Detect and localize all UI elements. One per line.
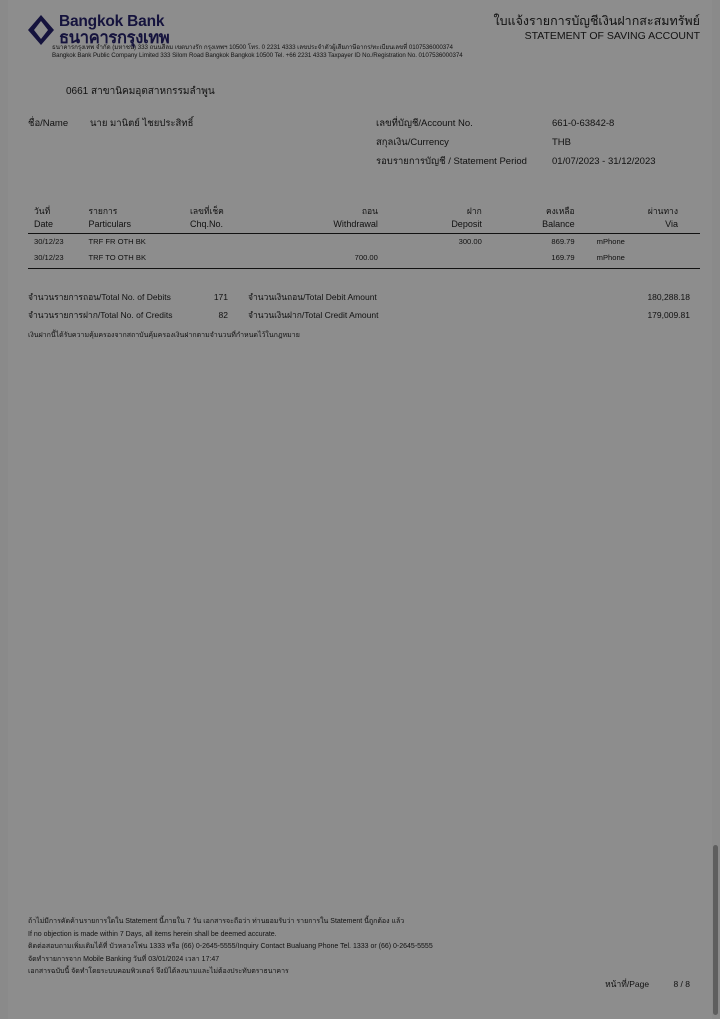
footer-line-2: If no objection is made within 7 Days, all items herein shall be deemed accurate. (28, 930, 277, 938)
cell-chq (190, 250, 276, 266)
footer-line-3: ติดต่อสอบถามเพิ่มเติมได้ที่ บัวหลวงโฟน 1333 หรือ (66) 0-2645-5555/Inquiry Contact Bualuang Phone Tel. 1333 or (66) 0-2645-5555 (28, 943, 433, 950)
cell-particulars: TRF FR OTH BK (88, 237, 146, 246)
deposit-protection-note: เงินฝากนี้ได้รับความคุ้มครองจากสถาบันคุ้มครองเงินฝากตามจำนวนที่กำหนดไว้ในกฎหมาย (28, 332, 300, 339)
bank-logo-block (28, 14, 169, 47)
legal-line-en: Bangkok Bank Public Company Limited 333 Silom Road Bangkok Bangkok 10500 Tel. +66 2231 4333 Taxpayer ID No./Registration No. 0107536000374 (52, 52, 463, 59)
account-info-right (376, 114, 706, 171)
total-debit-amount-label: จำนวนเงินถอน/Total Debit Amount (248, 292, 377, 302)
footer-line-5: เอกสารฉบับนี้ จัดทำโดยระบบคอมพิวเตอร์ จึงมิได้ลงนามและไม่ต้องประทับตราธนาคาร (28, 968, 289, 975)
col-header-chq-en: Chq.No. (189, 219, 223, 229)
account-name-value: นาย มานิตย์ ไชยประสิทธิ์ (90, 118, 194, 129)
totals-row-debits (28, 288, 700, 306)
cell-balance: 869.79 (551, 237, 575, 246)
account-name-row (28, 114, 368, 133)
account-number-row (376, 114, 706, 133)
legal-line-th: ธนาคารกรุงเทพ จำกัด (มหาชน) 333 ถนนสีลม เขตบางรัก กรุงเทพฯ 10500 โทร. 0 2231 4333 เลขประจำตัวผู้เสียภาษีอากร/ทะเบียนเลขที่ 0107536000374 (52, 44, 453, 51)
col-header-chq-th: เลขที่เช็ค (189, 206, 224, 216)
col-header-withdrawal-en: Withdrawal (333, 219, 378, 229)
statement-period-label: รอบรายการบัญชี / Statement Period (376, 156, 527, 167)
total-credits-value: 82 (218, 310, 228, 320)
vertical-scrollbar[interactable] (713, 845, 718, 1015)
col-header-deposit-th: ฝาก (466, 206, 482, 216)
legal-address-block (52, 44, 702, 60)
bank-name-th: ธนาคารกรุงเทพ (59, 29, 170, 47)
cell-balance: 169.79 (551, 253, 575, 262)
account-number-value: 661-0-63842-8 (552, 118, 615, 129)
table-row (28, 234, 700, 250)
bangkok-bank-logo-icon (28, 15, 54, 45)
page-number-label: หน้าที่/Page (605, 979, 650, 989)
table-body (28, 234, 700, 269)
account-number-label: เลขที่บัญชี/Account No. (376, 118, 473, 129)
totals-section (28, 288, 700, 324)
bank-name-en: Bangkok Bank (59, 13, 165, 30)
page-number-value: 8 / 8 (673, 979, 690, 989)
col-header-balance-th: คงเหลือ (545, 206, 575, 216)
document-footer (28, 916, 700, 979)
col-header-date-en: Date (34, 219, 54, 229)
col-header-via-th: ผ่านทาง (647, 206, 678, 216)
cell-date: 30/12/23 (34, 237, 64, 246)
statement-period-value: 01/07/2023 - 31/12/2023 (552, 156, 656, 167)
totals-row-credits (28, 306, 700, 324)
total-debits-label: จำนวนรายการถอน/Total No. of Debits (28, 292, 171, 302)
table-header-row-en (28, 218, 700, 231)
table-header-row-th (28, 205, 700, 218)
document-title-th: ใบแจ้งรายการบัญชีเงินฝากสะสมทรัพย์ (493, 14, 700, 28)
cell-withdrawal (276, 234, 387, 250)
account-info-left (28, 114, 368, 133)
col-header-date-th: วันที่ (34, 206, 51, 216)
table-bottom-rule (28, 268, 700, 269)
statement-period-row (376, 152, 706, 171)
currency-row (376, 133, 706, 152)
cell-deposit (388, 250, 494, 266)
cell-date: 30/12/23 (34, 253, 64, 262)
total-credit-amount-value: 179,009.81 (647, 310, 690, 320)
total-debits-value: 171 (213, 292, 228, 302)
col-header-deposit-en: Deposit (451, 219, 482, 229)
total-credit-amount-label: จำนวนเงินฝาก/Total Credit Amount (248, 310, 379, 320)
table-row (28, 250, 700, 266)
footer-line-4: จัดทำรายการจาก Mobile Banking วันที่ 03/01/2024 เวลา 17:47 (28, 955, 220, 963)
currency-label: สกุลเงิน/Currency (376, 137, 449, 148)
page-number (605, 977, 690, 991)
table-header (28, 205, 700, 234)
footer-line-1: ถ้าไม่มีการคัดค้านรายการใดใน Statement นี้ภายใน 7 วัน เอกสารจะถือว่า ท่านยอมรับว่า รายการใน Statement นี้ถูกต้อง แล้ว (28, 918, 405, 925)
cell-withdrawal: 700.00 (354, 253, 378, 262)
document-title-block (493, 14, 700, 43)
col-header-via-en: Via (665, 219, 678, 229)
cell-via: mPhone (596, 253, 625, 262)
total-credits-label: จำนวนรายการฝาก/Total No. of Credits (28, 310, 173, 320)
transactions-table (28, 205, 700, 269)
col-header-particulars-th: รายการ (88, 206, 118, 216)
account-name-label: ชื่อ/Name (28, 118, 69, 129)
col-header-balance-en: Balance (542, 219, 575, 229)
document-title-en: STATEMENT OF SAVING ACCOUNT (524, 30, 700, 42)
cell-via: mPhone (596, 237, 625, 246)
total-debit-amount-value: 180,288.18 (647, 292, 690, 302)
currency-value: THB (552, 137, 571, 148)
branch-name: 0661 สาขานิคมอุตสาหกรรมลำพูน (66, 86, 215, 97)
cell-particulars: TRF TO OTH BK (88, 253, 147, 262)
cell-chq (190, 234, 276, 250)
statement-page (8, 0, 712, 1019)
col-header-withdrawal-th: ถอน (361, 206, 378, 216)
cell-deposit: 300.00 (458, 237, 482, 246)
col-header-particulars-en: Particulars (88, 219, 132, 229)
